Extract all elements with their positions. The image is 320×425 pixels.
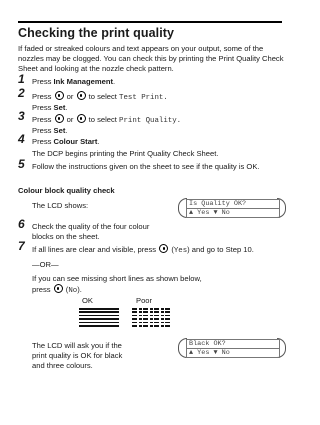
ok-label: OK bbox=[82, 296, 93, 305]
step-text: to select bbox=[86, 115, 120, 124]
step-number: 5 bbox=[18, 157, 25, 171]
lcd-line-2: ▲ Yes ▼ No bbox=[186, 208, 280, 218]
step-text: or bbox=[64, 92, 76, 101]
step-6 bbox=[18, 217, 288, 242]
step-3 bbox=[18, 109, 288, 136]
step-text: . bbox=[65, 126, 68, 135]
step-text: Press bbox=[32, 137, 54, 146]
poor-nozzle-pattern bbox=[132, 308, 172, 328]
lcd-line-1: Black OK? bbox=[186, 339, 280, 349]
or-separator: —OR— bbox=[32, 260, 59, 269]
step-subtext: The DCP begins printing the Print Quality Check Sheet. bbox=[32, 149, 219, 158]
section-heading: Colour block quality check bbox=[18, 186, 115, 195]
step-number: 2 bbox=[18, 86, 25, 100]
down-key-icon bbox=[77, 91, 86, 100]
down-key-icon bbox=[77, 114, 86, 123]
step-text: ( bbox=[63, 285, 69, 294]
step-text: If all lines are clear and visible, press bbox=[32, 245, 159, 254]
step-text: Check the quality of the four colour blocks on the sheet. bbox=[32, 222, 150, 241]
up-key-icon bbox=[55, 91, 64, 100]
step-number: 7 bbox=[18, 239, 25, 253]
lcd-line-2: ▲ Yes ▼ No bbox=[186, 348, 280, 358]
step-text: or bbox=[64, 115, 76, 124]
step-4 bbox=[18, 132, 288, 159]
step-text: Press bbox=[32, 77, 54, 86]
lcd-display-quality bbox=[178, 198, 286, 218]
step-text: Press bbox=[32, 126, 54, 135]
ok-nozzle-pattern bbox=[79, 308, 119, 328]
step-text: press bbox=[32, 285, 53, 294]
step-text: to select bbox=[86, 92, 120, 101]
step-text: ). bbox=[77, 285, 82, 294]
yes-option: Yes bbox=[173, 247, 188, 255]
down-key-icon bbox=[54, 284, 63, 293]
menu-option: Print Quality. bbox=[119, 117, 182, 125]
page-title: Checking the print quality bbox=[18, 26, 175, 40]
lcd-display-black bbox=[178, 338, 286, 358]
up-key-icon bbox=[55, 114, 64, 123]
up-key-icon bbox=[159, 244, 168, 253]
step-number: 4 bbox=[18, 132, 25, 146]
step-7 bbox=[18, 239, 288, 296]
step-5 bbox=[18, 157, 288, 172]
key-name: Ink Management bbox=[53, 77, 114, 86]
no-option: No bbox=[68, 287, 78, 295]
title-rule bbox=[18, 21, 282, 23]
step-1 bbox=[18, 72, 288, 87]
key-name: Colour Start bbox=[53, 137, 98, 146]
step-text: If you can see missing short lines as shown below, bbox=[32, 274, 202, 283]
menu-option: Test Print. bbox=[119, 94, 168, 102]
lcd-shows-text: The LCD shows: bbox=[32, 201, 89, 210]
step-text: Press bbox=[32, 115, 54, 124]
step-number: 3 bbox=[18, 109, 25, 123]
step-text: Press bbox=[32, 103, 54, 112]
step-text: . bbox=[113, 77, 116, 86]
step-2 bbox=[18, 86, 288, 113]
step-text: . bbox=[65, 103, 68, 112]
step-number: 1 bbox=[18, 72, 25, 86]
step-text: ) and go to Step 10. bbox=[187, 245, 254, 254]
step-text: . bbox=[97, 137, 100, 146]
step-text: Follow the instructions given on the sheet to see if the quality is OK. bbox=[32, 162, 260, 171]
step-text: Press bbox=[32, 92, 54, 101]
step-number: 6 bbox=[18, 217, 25, 231]
key-name: Set bbox=[53, 126, 66, 135]
lcd-line-1: Is Quality OK? bbox=[186, 199, 280, 209]
poor-label: Poor bbox=[136, 296, 153, 305]
key-name: Set bbox=[53, 103, 66, 112]
step-text: ( bbox=[169, 245, 174, 254]
intro-paragraph: If faded or streaked colours and text appears on your output, some of the nozzles may be clogged. You can check this by printing the Print Quality Check Sheet and looking at the nozzle check pattern. bbox=[18, 44, 284, 73]
lcd-ask-text: The LCD will ask you if the print quality is OK for black and three colours. bbox=[32, 341, 123, 370]
